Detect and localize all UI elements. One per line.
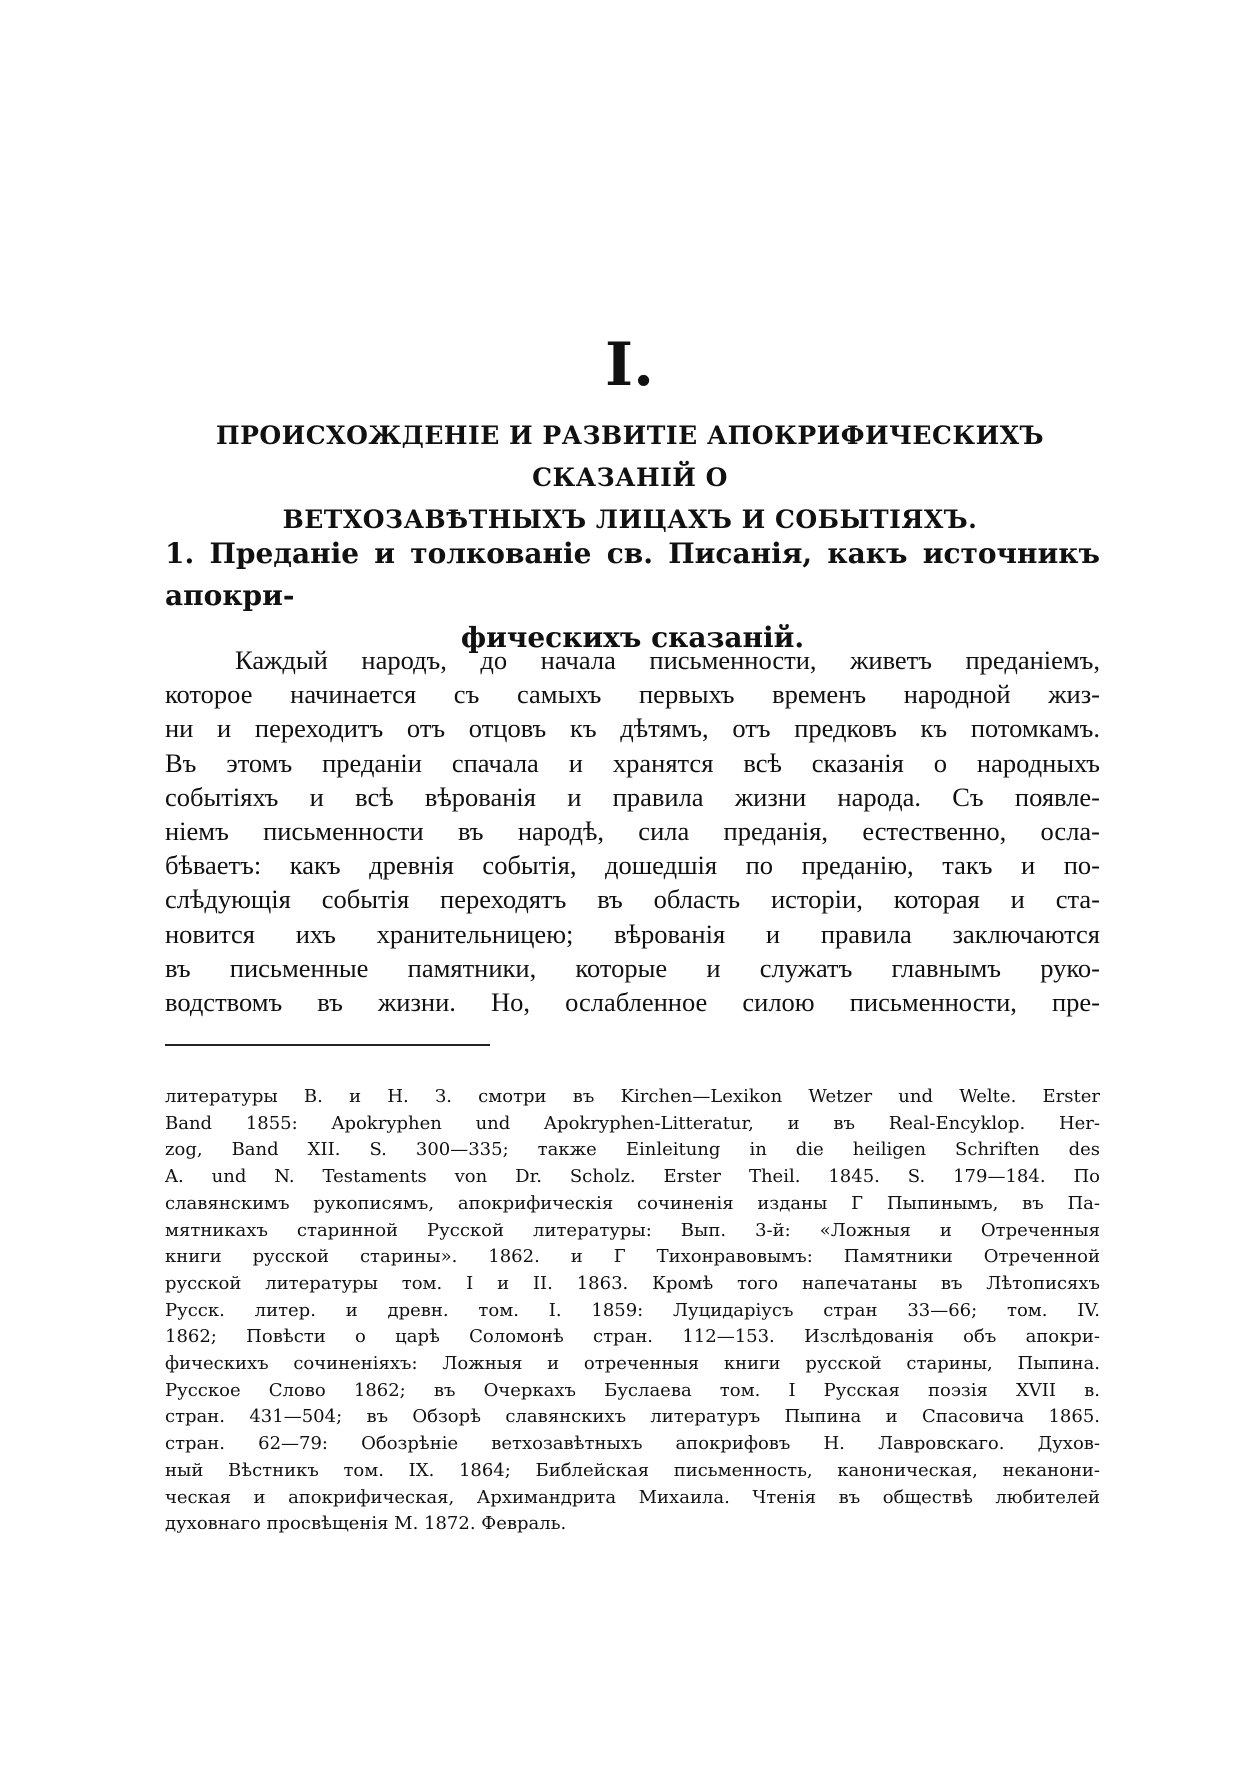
footnote-line: славянскимъ рукописямъ, апокрифическія сочиненія изданы Г Пыпинымъ, въ Па- (165, 1192, 1100, 1214)
text-line: событіяхъ и всѣ вѣрованія и правила жизни народа. Съ появле- (165, 781, 1100, 812)
footnote-line: 1862; Повѣсти о царѣ Соломонѣ стран. 112—153. Изслѣдованія объ апокри- (165, 1326, 1100, 1348)
text-line: слѣдующія событія переходятъ въ область исторіи, которая и ста- (165, 884, 1100, 915)
text-line: новится ихъ хранительницею; вѣрованія и правила заключаются (165, 918, 1100, 949)
text-line: бѣваетъ: какъ древнія событія, дошедшія по преданію, такъ и по- (165, 850, 1100, 881)
chapter-numeral: I. (605, 330, 654, 400)
text-line: ніемъ письменности въ народѣ, сила преданія, естественно, осла- (165, 816, 1100, 847)
text-line: ни и переходитъ отъ отцовъ къ дѣтямъ, отъ предковъ къ потомкамъ. (165, 713, 1100, 744)
text-line: Въ этомъ преданіи спачала и хранятся всѣ сказанія о народныхъ (165, 747, 1100, 778)
footnote-divider (165, 1044, 490, 1046)
chapter-title-line: ПРОИСХОЖДЕНІЕ И РАЗВИТІЕ АПОКРИФИЧЕСКИХЪ СКАЗАНІЙ О (215, 421, 1045, 492)
footnote-line: zog, Band XII. S. 300—335; также Einleitung in die heiligen Schriften des (165, 1139, 1100, 1161)
footnote-line: литературы В. и Н. З. смотри въ Kirchen—Lexikon Wetzer und Welte. Erster (165, 1086, 1100, 1107)
footnote-line: мятникахъ старинной Русской литературы: Вып. 3-й: «Ложныя и Отреченныя (165, 1219, 1100, 1241)
footnote-block (165, 1084, 1100, 1538)
body-paragraph (165, 643, 1100, 1019)
footnote-line: Русск. литер. и древн. том. I. 1859: Луцидаріусъ стран 33—66; том. IV. (165, 1299, 1100, 1321)
footnote-line: ческая и апокрифическая, Архимандрита Михаила. Чтенія въ обществѣ любителей (165, 1486, 1100, 1508)
footnote-line: фическихъ сочиненіяхъ: Ложныя и отреченныя книги русской старины, Пыпина. (165, 1353, 1100, 1375)
text-line: Каждый народъ, до начала письменности, живетъ преданіемъ, (235, 645, 1100, 675)
chapter-title (160, 415, 1100, 541)
text-line: въ письменные памятники, которые и служатъ главнымъ руко- (165, 952, 1100, 983)
section-title-line: фическихъ сказаній. (460, 621, 805, 654)
footnote-line: стран. 62—79: Обозрѣніе ветхозавѣтныхъ апокрифовъ Н. Лавровскаго. Духов- (165, 1433, 1100, 1455)
footnote-line: Русское Слово 1862; въ Очеркахъ Буслаева том. I Русская поэзія XVII в. (165, 1379, 1100, 1401)
chapter-title-line: ВЕТХОЗАВѢТНЫХЪ ЛИЦАХЪ И СОБЫТІЯХЪ. (282, 505, 978, 534)
text-line: которое начинается съ самыхъ первыхъ временъ народной жиз- (165, 679, 1100, 710)
footnote-line: стран. 431—504; въ Обзорѣ славянскихъ литературъ Пыпина и Спасовича 1865. (165, 1406, 1100, 1428)
text-line: водствомъ въ жизни. Но, ослабленное силою письменности, пре- (165, 987, 1100, 1018)
footnote-line: ный Вѣстникъ том. IX. 1864; Библейская письменность, каноническая, неканони- (165, 1459, 1100, 1481)
footnote-line: русской литературы том. I и II. 1863. Кромѣ того напечатаны въ Лѣтописяхъ (165, 1272, 1100, 1294)
footnote-line: Band 1855: Apokryphen und Apokryphen-Litteratur, и въ Real-Encyklop. Her- (165, 1112, 1100, 1134)
footnote-line: A. und N. Testaments von Dr. Scholz. Erster Theil. 1845. S. 179—184. По (165, 1166, 1100, 1188)
footnote-line: книги русской старины». 1862. и Г Тихонравовымъ: Памятники Отреченной (165, 1246, 1100, 1268)
section-title-line: 1. Преданіе и толкованіе св. Писанія, какъ источникъ апокри- (165, 537, 1100, 612)
section-title (165, 533, 1100, 659)
footnote-line: духовнаго просвѣщенія М. 1872. Февраль. (165, 1513, 567, 1535)
